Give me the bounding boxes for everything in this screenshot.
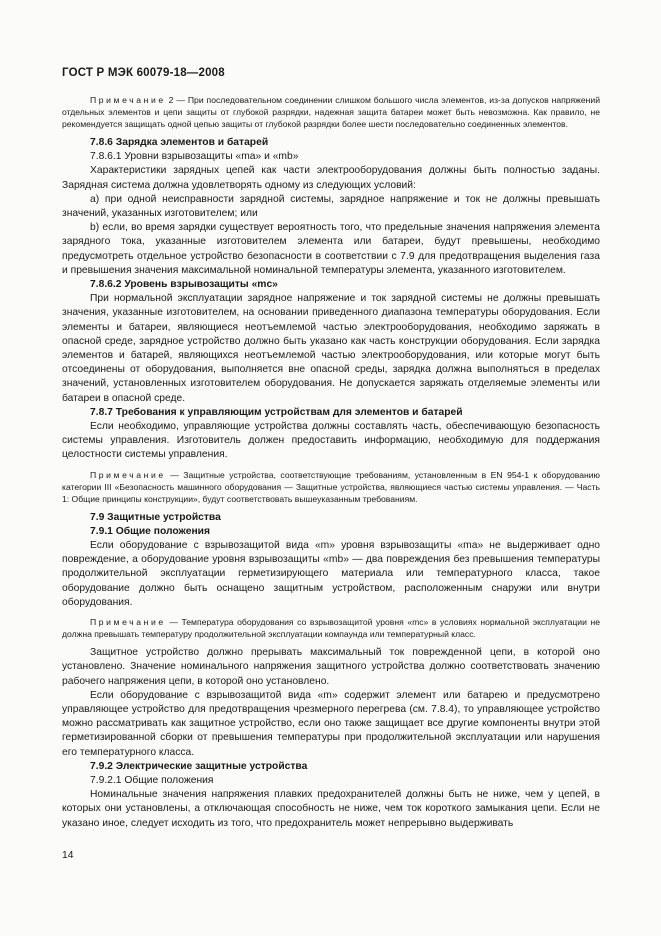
section-heading-7-9: 7.9 Защитные устройства xyxy=(90,511,221,523)
list-item-a: а) при одной неисправности зарядной системы, зарядное напряжение и ток не должны превышать значений, указанных изготовителем; или xyxy=(62,193,600,220)
document-body xyxy=(62,94,600,831)
body-paragraph: Если оборудование с взрывозащитой вида «m» уровня взрывозащиты «ma» не выдерживает одно повреждение, а оборудование уровня взрывозащиты «mb» — два повреждения без превышения температуры продолжительной эксплуатации герметизирующего материала или температурного класса, такое оборудование должно быть оснащено защитным устройством, расположенным снаружи или внутри оборудования. xyxy=(62,540,600,608)
subsection-heading-7-9-2-1: 7.9.2.1 Общие положения xyxy=(90,774,214,786)
document-header: ГОСТ Р МЭК 60079-18—2008 xyxy=(62,67,225,79)
body-paragraph: Характеристики зарядных цепей как части электрооборудования должны быть полностью заданы. Зарядная система должна удовлетворять одному из следующих условий: xyxy=(62,165,600,191)
note-paragraph xyxy=(62,616,600,640)
body-paragraph: Номинальные значения напряжения плавких предохранителей должны быть не ниже, чем у цепей, в которых они установлены, а отключающая способность не ниже, чем ток короткого замыкания цепи. Если не указано иное, следует исходить из того, что предохранитель может непрерывно выдерживать xyxy=(62,789,600,829)
note-text: — Защитные устройства, соответствующие требованиям, установленным в EN 954-1 к оборудованию категории III «Безопасность машинного оборудования — Защитные устройства, являющиеся частью системы управления. — Часть 1: Общие принципы конструкции», будут соответствовать вышеуказанным требованиям. xyxy=(62,469,600,504)
note-text: 2 — При последовательном соединении слишком большого числа элементов, из-за допусков напряжений отдельных элементов и цепи защиты от глубокой разрядки, надежная защита батареи может быть невозможна. Как правило, не рекомендуется защищать одной цепью защиты от глубокой разрядки более шести последовательно соединенных элементов. xyxy=(62,95,600,129)
section-heading-7-8-6: 7.8.6 Зарядка элементов и батарей xyxy=(90,137,269,148)
body-paragraph: Защитное устройство должно прерывать максимальный ток поврежденной цепи, в которой оно установлено. Значение номинального напряжения защитного устройства должно соответствовать значению рабочего напряжения цепи, в которой оно установлено. xyxy=(62,647,600,687)
note-paragraph xyxy=(62,469,600,505)
subsection-heading-7-8-6-1: 7.8.6.1 Уровни взрывозащиты «ma» и «mb» xyxy=(90,151,299,163)
note-text: — Температура оборудования со взрывозащитой уровня «mc» в условиях нормальной эксплуатации не должна превышать температуру продолжительной эксплуатации компаунда или температурный класс. xyxy=(62,617,600,640)
note-paragraph xyxy=(62,94,600,130)
page-number: 14 xyxy=(62,850,74,861)
body-paragraph: При нормальной эксплуатации зарядное напряжение и ток зарядной системы не должны превышать значения, указанные изготовителем, на основании приведенного диапазона температуры оборудования. Если элементы и батареи, являющиеся неотъемлемой частью электрооборудования, необходимо заряжать в опасной среде, зарядное устройство должно быть указано как часть конструкции оборудования. Если зарядка элементов и батарей, являющихся неотъемлемой частью электрооборудования, или которые могут быть отсоединены от оборудования, выполняется вне опасной среды, зарядка должна выполняться в пределах значений, установленных изготовителем оборудования. Не допускается заряжать отделяемые элементы или батареи в опасной среде. xyxy=(62,293,600,404)
note-label: Примечание xyxy=(90,469,166,480)
section-heading-7-9-1: 7.9.1 Общие положения xyxy=(90,525,210,537)
body-paragraph: Если необходимо, управляющие устройства должны составлять часть, обеспечивающую безопасность системы управления. Изготовитель должен предоставить информацию, необходимую для поддержания целостности системы управления. xyxy=(62,421,600,461)
section-heading-7-8-6-2: 7.8.6.2 Уровень взрывозащиты «mc» xyxy=(90,279,278,291)
note-label: Примечание xyxy=(90,95,166,105)
section-heading-7-8-7: 7.8.7 Требования к управляющим устройствам для элементов и батарей xyxy=(90,406,463,418)
section-heading-7-9-2: 7.9.2 Электрические защитные устройства xyxy=(90,760,308,772)
note-label: Примечание xyxy=(90,617,166,628)
list-item-b: b) если, во время зарядки существует вероятность того, что предельные значения напряжения элемента зарядного тока, указанные изготовителем элемента или батареи, будут превышены, необходимо предусмотреть отдельное устройство безопасности в соответствии с 7.9 для предотвращения выделения газа и превышения значения максимальной номинальной температуры элемента, указанного изготовителем. xyxy=(62,222,600,276)
body-paragraph: Если оборудование с взрывозащитой вида «m» содержит элемент или батарею и предусмотрено управляющее устройство для предотвращения чрезмерного перегрева (см. 7.8.4), то управляющее устройство можно рассматривать как защитное устройство, если оно также защищает все другие компоненты внутри этой герметизированной сборки от превышения температуры при продолжительной эксплуатации или нарушения его температурного класса. xyxy=(62,689,600,758)
